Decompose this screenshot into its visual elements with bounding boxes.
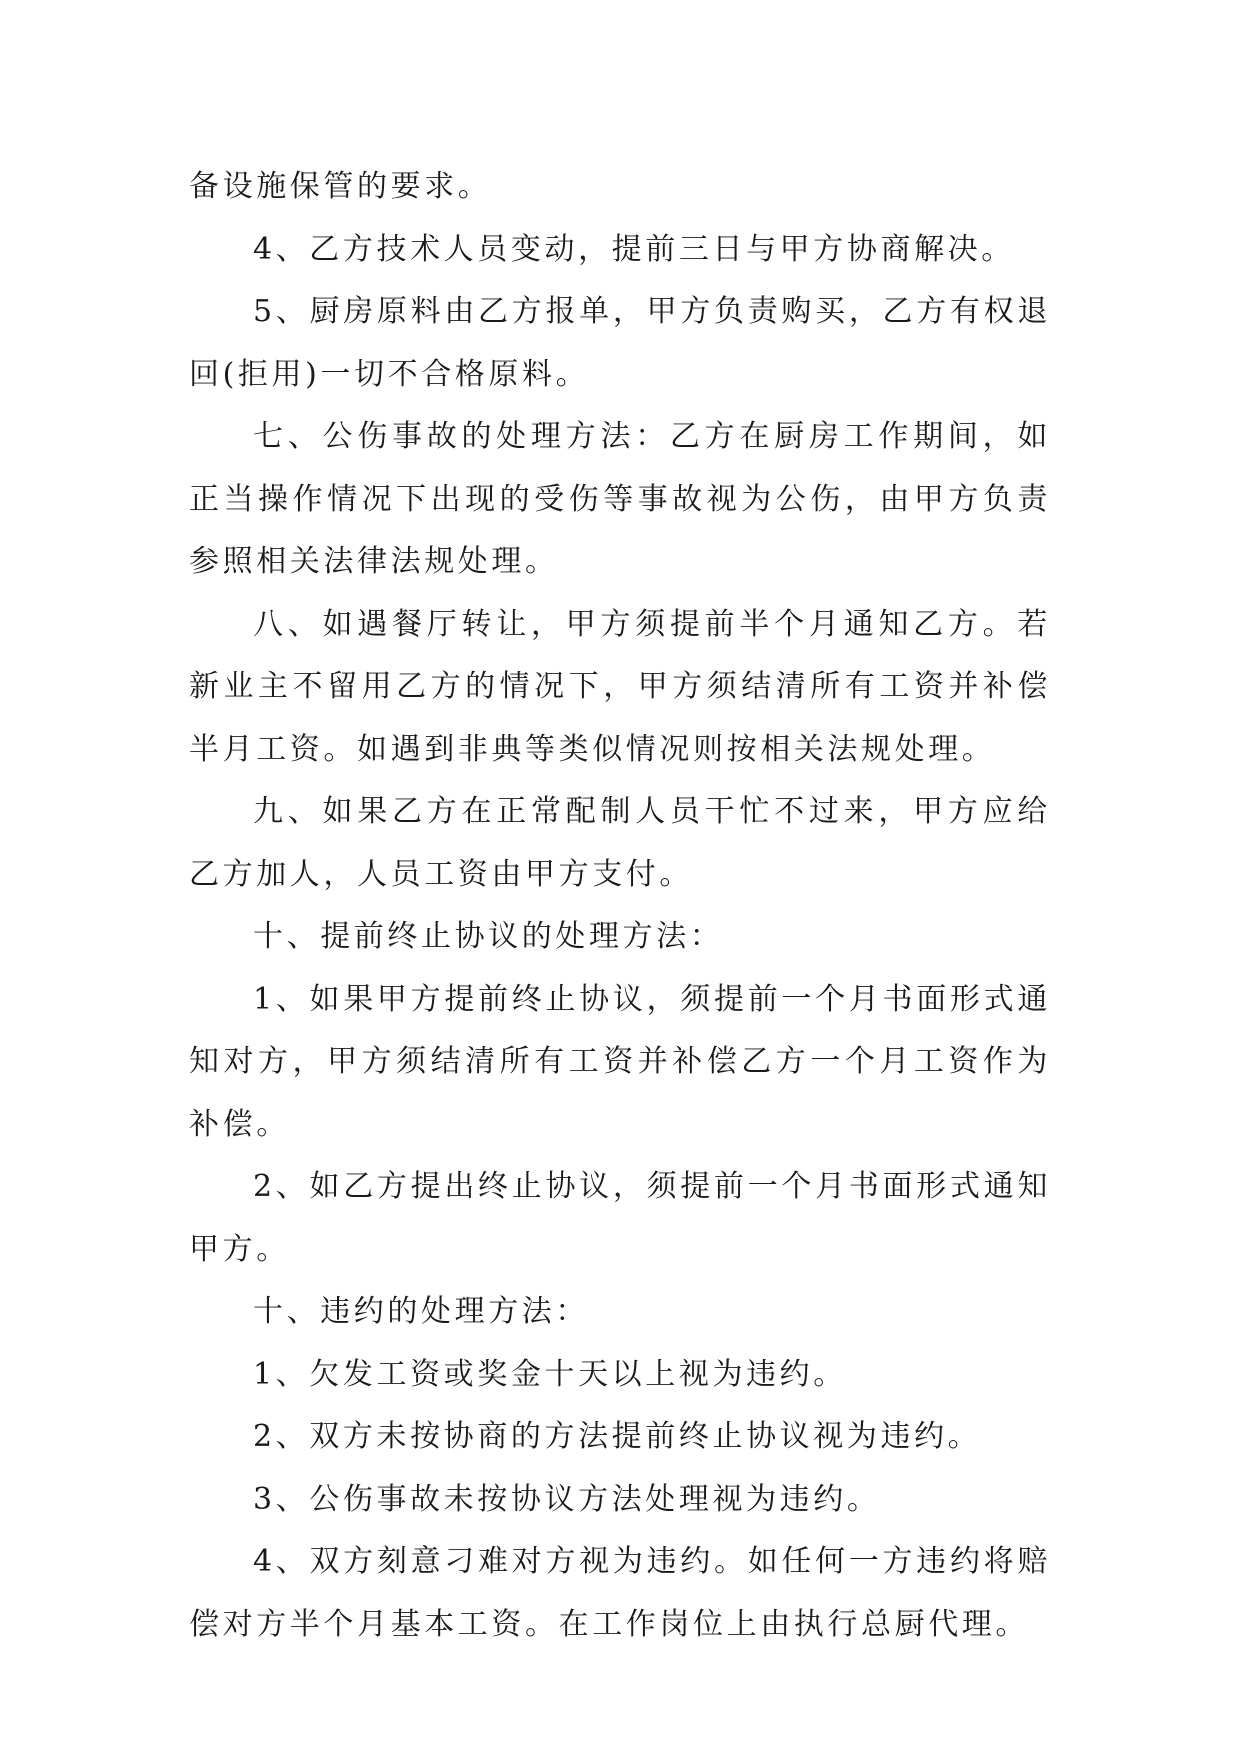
paragraph-kitchen-materials: 5、厨房原料由乙方报单，甲方负责购买，乙方有权退回(拒用)一切不合格原料。 [189,294,1051,392]
paragraph-termination-party-a: 1、如果甲方提前终止协议，须提前一个月书面形式通知对方，甲方须结清所有工资并补偿乙方一个月工资作为补偿。 [189,981,1051,1142]
paragraph-breach-hardship: 4、双方刻意刁难对方视为违约。如任何一方违约将赔偿对方半个月基本工资。在工作岗位上由执行总厨代理。 [189,1544,1051,1642]
paragraph-breach-termination: 2、双方未按协商的方法提前终止协议视为违约。 [253,1419,982,1454]
paragraph-work-injury: 七、公伤事故的处理方法：乙方在厨房工作期间，如正当操作情况下出现的受伤等事故视为公伤，由甲方负责参照相关法律法规处理。 [189,419,1051,579]
paragraph-restaurant-transfer: 八、如遇餐厅转让，甲方须提前半个月通知乙方。若新业主不留用乙方的情况下，甲方须结清所有工资并补偿半月工资。如遇到非典等类似情况则按相关法规处理。 [189,606,1051,767]
heading-early-termination: 十、提前终止协议的处理方法： [253,919,724,954]
paragraph-breach-wages: 1、欠发工资或奖金十天以上视为违约。 [253,1356,847,1392]
heading-breach-handling: 十、违约的处理方法： [253,1294,589,1329]
paragraph-extra-staff: 九、如果乙方在正常配制人员干忙不过来，甲方应给乙方加人，人员工资由甲方支付。 [189,794,1051,892]
paragraph-termination-party-b: 2、如乙方提出终止协议，须提前一个月书面形式通知甲方。 [189,1169,1051,1267]
paragraph-equipment-custody: 备设施保管的要求。 [189,169,492,204]
document-body [189,156,1051,1656]
paragraph-staff-change: 4、乙方技术人员变动，提前三日与甲方协商解决。 [253,231,1015,267]
paragraph-breach-injury: 3、公伤事故未按协议方法处理视为违约。 [253,1481,881,1517]
